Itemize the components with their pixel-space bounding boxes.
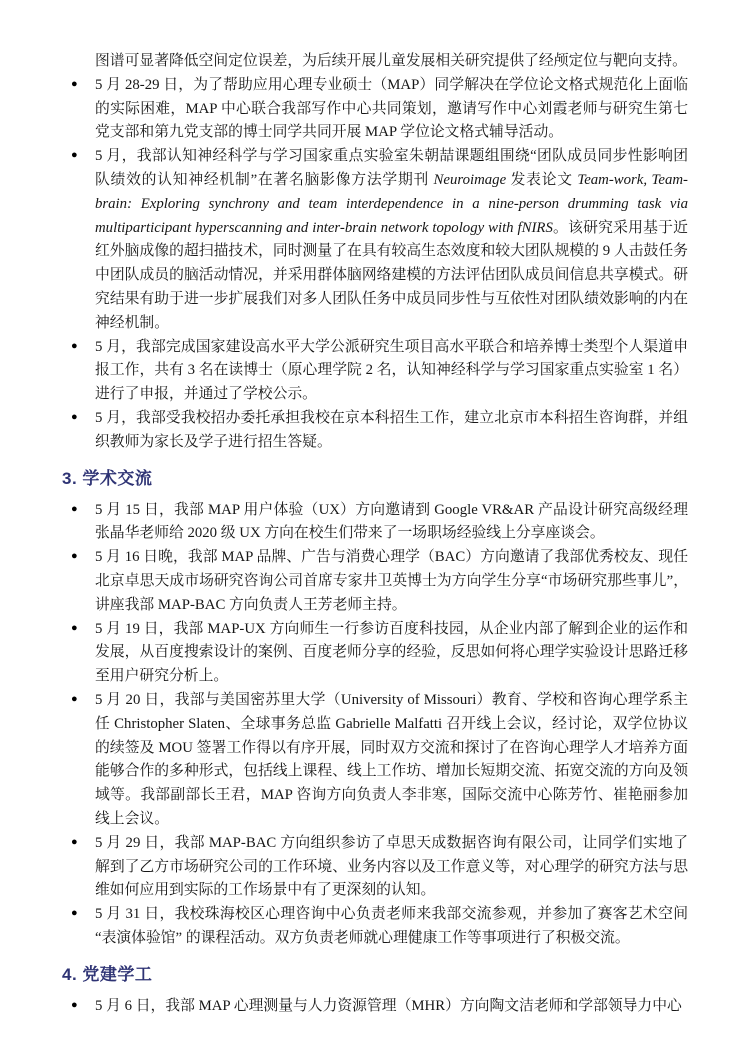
bullet-item bbox=[62, 499, 688, 547]
bullet-icon: ● bbox=[71, 692, 78, 705]
section-4-bullet-list bbox=[62, 995, 688, 1019]
bullet-item bbox=[62, 336, 688, 407]
bullet-icon: ● bbox=[71, 998, 78, 1011]
section-4-party-student-affairs bbox=[62, 964, 688, 1019]
bullet-icon: ● bbox=[71, 410, 78, 423]
bullet-item bbox=[62, 689, 688, 832]
text-segment: 5 月，我部认知神经科学与学习国家重点实验室朱朝喆课题组围绕“团队成员同步性影响团队绩效的认知神经机制”在著名脑影像方法学期刊 bbox=[95, 148, 688, 188]
bullet-item bbox=[62, 903, 688, 951]
bullet-icon: ● bbox=[71, 621, 78, 634]
bullet-item bbox=[62, 74, 688, 145]
bullet-item-text bbox=[95, 998, 682, 1014]
bullet-item-text bbox=[95, 339, 688, 403]
bullet-item-text bbox=[95, 906, 688, 946]
bullet-item-text bbox=[95, 148, 688, 331]
bullet-icon: ● bbox=[71, 149, 78, 162]
bullet-item-text bbox=[95, 502, 688, 542]
italic-text-segment: Team-work, Team-brain: Exploring synchrony and team interdependence in a nine-person drumming task via multiparticipant hyperscanning and inter-brain network topology with fNIRS bbox=[95, 171, 688, 236]
section-3-academic-exchange bbox=[62, 468, 688, 951]
bullet-item bbox=[62, 995, 688, 1019]
bullet-item-text bbox=[95, 410, 688, 450]
bullet-icon: ● bbox=[71, 77, 78, 90]
text-segment: 5 月 16 日晚，我部 MAP 品牌、广告与消费心理学（BAC）方向邀请了我部优秀校友、现任北京卓思天成市场研究咨询公司首席专家井卫英博士为方向学生分享“市场研究那些事儿”，讲座我部 MAP-BAC 方向负责人王芳老师主持。 bbox=[95, 549, 688, 613]
text-segment: 5 月 28-29 日，为了帮助应用心理专业硕士（MAP）同学解决在学位论文格式规范化上面临的实际困难，MAP 中心联合我部写作中心共同策划，邀请写作中心刘霞老师与研究生第七党支部和第九党支部的博士同学共同开展 MAP 学位论文格式辅导活动。 bbox=[95, 76, 688, 141]
section-4-heading: 4. 党建学工 bbox=[62, 964, 153, 984]
section-2-remainder bbox=[62, 74, 688, 455]
bullet-item bbox=[62, 546, 688, 617]
text-segment: 5 月 19 日，我部 MAP-UX 方向师生一行参访百度科技园，从企业内部了解到企业的运作和发展，从百度搜索设计的案例、百度老师分享的经验，反思如何将心理学实验设计思路迁移至用户研究分析上。 bbox=[95, 620, 688, 685]
bullet-item bbox=[62, 145, 688, 335]
italic-text-segment: Neuroimage bbox=[433, 171, 507, 188]
bullet-item-text bbox=[95, 621, 688, 685]
bullet-item-text bbox=[95, 77, 688, 141]
section-3-bullet-list bbox=[62, 499, 688, 951]
text-segment: 5 月 31 日，我校珠海校区心理咨询中心负责老师来我部交流参观，并参加了赛客艺术空间“表演体验馆” 的课程活动。双方负责老师就心理健康工作等事项进行了积极交流。 bbox=[95, 906, 688, 946]
bullet-icon: ● bbox=[71, 835, 78, 848]
section-3-heading: 3. 学术交流 bbox=[62, 468, 153, 488]
bullet-item bbox=[62, 407, 688, 455]
bullet-item-text bbox=[95, 692, 688, 827]
text-segment: 5 月 15 日，我部 MAP 用户体验（UX）方向邀请到 Google VR&AR 产品设计研究高级经理张晶华老师给 2020 级 UX 方向在校生们带来了一场职场经验线上分享座谈会。 bbox=[95, 501, 688, 542]
text-segment: 5 月，我部受我校招办委托承担我校在京本科招生工作，建立北京市本科招生咨询群，并组织教师为家长及学子进行招生答疑。 bbox=[95, 409, 688, 450]
section-2-bullet-list bbox=[62, 74, 688, 455]
text-segment: 5 月，我部完成国家建设高水平大学公派研究生项目高水平联合和培养博士类型个人渠道申报工作，共有 3 名在读博士（原心理学院 2 名，认知神经科学与学习国家重点实验室 1 名）进行了申报，并通过了学校公示。 bbox=[95, 338, 688, 403]
text-segment: 。该研究采用基于近红外脑成像的超扫描技术，同时测量了在具有较高生态效度和较大团队规模的 9 人击鼓任务中团队成员的脑活动情况，并采用群体脑网络建模的方法评估团队成员间信息共享模式。研究结果有助于进一步扩展我们对多人团队任务中成员同步性与互依性对团队绩效影响的内在神经机制。 bbox=[95, 219, 688, 331]
text-segment: 5 月 20 日，我部与美国密苏里大学（University of Missouri）教育、学校和咨询心理学系主任 Christopher Slaten、全球事务总监 Gabrielle Malfatti 召开线上会议，经讨论，双学位协议的续签及 MOU 签署工作得以有序开展，同时双方交流和探讨了在咨询心理学人才培养方面能够合作的多种形式，包括线上课程、线上工作坊、增加长短期交流、拓宽交流的方向及领域等。我部副部长王君，MAP 咨询方向负责人李非寒，国际交流中心陈芳竹、崔艳丽参加线上会议。 bbox=[95, 691, 688, 827]
bullet-item bbox=[62, 618, 688, 689]
continuation-paragraph: 图谱可显著降低空间定位误差，为后续开展儿童发展相关研究提供了经颅定位与靶向支持。 bbox=[95, 53, 687, 69]
bullet-item-text bbox=[95, 549, 688, 613]
bullet-item-text bbox=[95, 835, 688, 899]
bullet-icon: ● bbox=[71, 339, 78, 352]
text-segment: 5 月 6 日，我部 MAP 心理测量与人力资源管理（MHR）方向陶文洁老师和学部领导力中心 bbox=[95, 997, 682, 1014]
bullet-icon: ● bbox=[71, 502, 78, 515]
bullet-icon: ● bbox=[71, 550, 78, 563]
text-segment: 5 月 29 日，我部 MAP-BAC 方向组织参访了卓思天成数据咨询有限公司，让同学们实地了解到了乙方市场研究公司的工作环境、业务内容以及工作意义等，对心理学的研究方法与思维如何应用到实际的工作场景中有了更深刻的认知。 bbox=[95, 834, 688, 899]
bullet-icon: ● bbox=[71, 907, 78, 920]
bullet-item bbox=[62, 832, 688, 903]
text-segment: 发表论文 bbox=[506, 171, 578, 188]
